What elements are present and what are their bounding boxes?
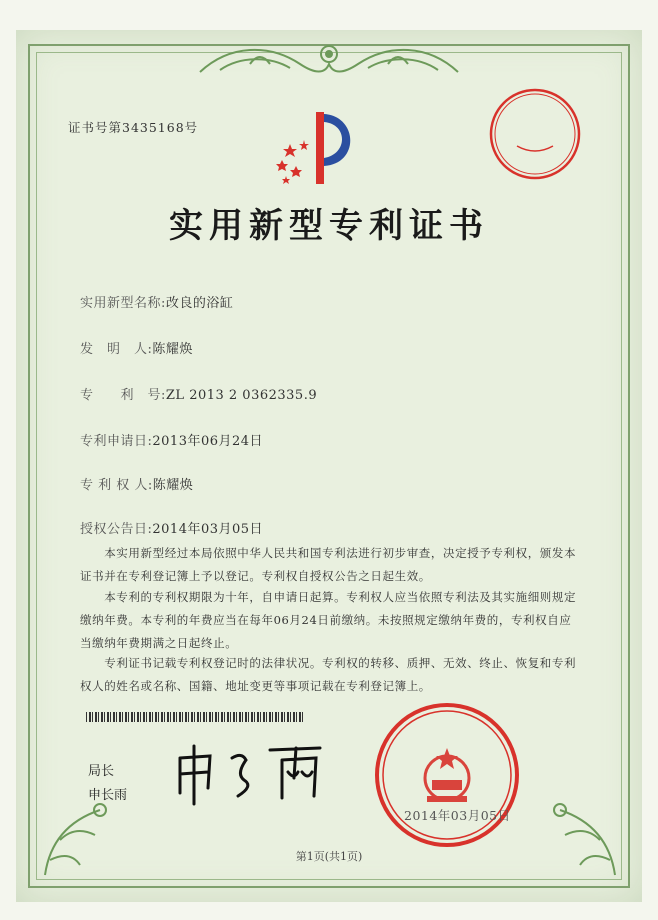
field-patent-number [80,384,317,403]
paragraph-term-and-fees: 本专利的专利权期限为十年，自申请日起算。专利权人应当依照专利法及其实施细则规定缴纳年费。本专利的年费应当在每年06月24日前缴纳。未按照规定缴纳年费的，专利权自应当缴纳年费期满之日起终止。 [80,590,577,650]
field-value: 陈耀焕 [152,342,193,357]
field-application-date [80,430,263,449]
field-grant-announcement-date [80,518,263,537]
field-value: 2014年03月05日 [152,522,264,537]
certificate-title: 实用新型专利证书 [169,206,489,246]
director-title: 局长 [88,764,115,779]
director-signature [170,738,330,808]
agency-seal-icon [487,86,583,182]
field-label: 实用新型名称: [80,296,166,311]
field-value: 改良的浴缸 [165,296,234,311]
bottom-right-floral-ornament [530,790,620,880]
field-value: 陈耀焕 [152,478,194,493]
bottom-left-floral-ornament [40,790,130,880]
field-value: 2013年06月24日 [152,434,264,449]
field-utility-model-name [80,292,233,311]
field-label: 发 明 人: [80,342,153,357]
national-ipa-official-seal-icon [372,700,522,850]
paragraph-legal-status: 专利证书记载专利权登记时的法律状况。专利权的转移、质押、无效、终止、恢复和专利权人的姓名或名称、国籍、地址变更等事项记载在专利登记簿上。 [80,656,577,693]
field-inventor [80,338,193,357]
director-name: 申长雨 [88,788,128,803]
field-patentee [80,474,193,493]
seal-date: 2014年03月05日 [404,808,511,823]
field-value: ZL 2013 2 0362335.9 [165,388,318,403]
barcode [86,712,304,722]
top-floral-ornament [190,34,468,84]
field-label: 专 利 权 人: [80,478,153,493]
page-number: 第1页(共1页) [295,850,363,863]
field-label: 授权公告日: [80,522,153,537]
field-label: 专利申请日: [80,434,153,449]
certificate-number: 证书号第3435168号 [68,120,199,135]
patent-office-emblem-icon [268,104,368,194]
paragraph-grant-statement: 本实用新型经过本局依照中华人民共和国专利法进行初步审查，决定授予专利权，颁发本证书并在专利登记簿上予以登记。专利权自授权公告之日起生效。 [80,546,577,583]
field-label: 专 利 号: [80,388,166,403]
